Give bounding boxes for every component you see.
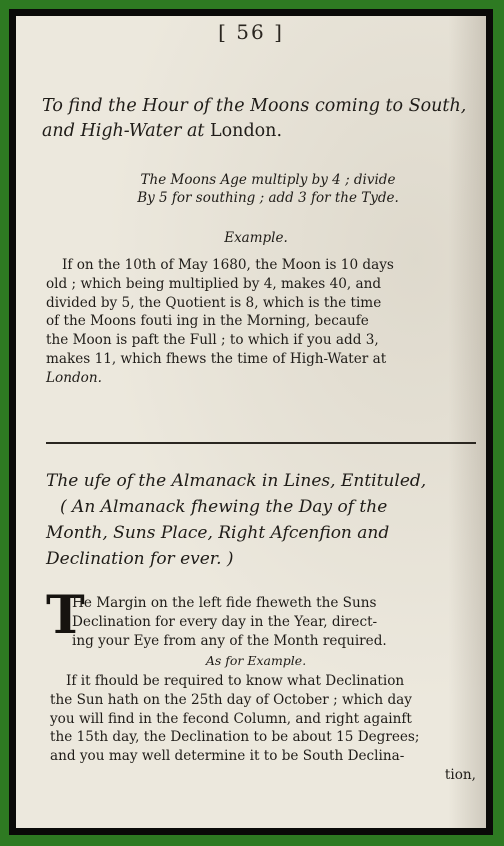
declination-line: and you may well determine it to be South Declina- — [50, 748, 405, 765]
declination-line: If it fhould be required to know what Declination — [66, 673, 405, 689]
example-heading: Example. — [224, 230, 288, 246]
document-page — [16, 16, 486, 828]
example-line: of the Moons fouti ing in the Morning, becaufe — [46, 313, 369, 330]
example-line: If on the 10th of May 1680, the Moon is 10 days — [62, 257, 394, 273]
declination-line: the Sun hath on the 25th day of October ; which day — [50, 691, 412, 708]
page-title — [42, 94, 482, 144]
declination-line: you will find in the fecond Column, and right againft — [50, 710, 412, 727]
section-divider — [46, 442, 476, 444]
section-title-line: Month, Suns Place, Right Afcenfion and — [46, 523, 390, 543]
example-line: London. — [46, 369, 102, 386]
section-title-line: The ufe of the Almanack in Lines, Entituled, — [46, 471, 427, 491]
title-line-1: To find the Hour of the Moons coming to South, — [42, 96, 467, 116]
section-title — [46, 468, 486, 572]
rule-line-1: The Moons Age multiply by 4 ; divide — [140, 172, 396, 188]
example-paragraph — [46, 256, 476, 388]
margin-line: ing your Eye from any of the Month required. — [72, 632, 387, 649]
page-number: [ 56 ] — [218, 20, 284, 44]
title-line-2-italic: and High-Water at — [42, 121, 211, 141]
margin-line: He Margin on the left fide fheweth the Suns — [72, 595, 377, 611]
declination-paragraph — [50, 672, 476, 785]
example-line: old ; which being multiplied by 4, makes 40, and — [46, 275, 382, 292]
margin-line: Declination for every day in the Year, direct- — [72, 613, 378, 630]
rule-text — [98, 171, 438, 207]
rule-line-2: By 5 for southing ; add 3 for the Tyde. — [137, 190, 399, 206]
declination-line: the 15th day, the Declination to be about 15 Degrees; — [50, 729, 420, 746]
margin-paragraph — [72, 594, 476, 650]
for-example-heading: As for Example. — [205, 653, 307, 668]
declination-line: tion, — [444, 766, 476, 783]
example-line: divided by 5, the Quotient is 8, which is the time — [46, 294, 382, 311]
section-title-line: Declination for ever. ) — [46, 549, 234, 569]
drop-cap: T — [46, 585, 85, 646]
title-line-2-roman: London. — [210, 121, 283, 141]
title-line-2 — [42, 119, 482, 144]
section-title-line: ( An Almanack fhewing the Day of the — [60, 497, 388, 517]
example-line: makes 11, which fhews the time of High-Water at — [46, 350, 387, 367]
example-line: the Moon is paft the Full ; to which if you add 3, — [46, 332, 379, 349]
